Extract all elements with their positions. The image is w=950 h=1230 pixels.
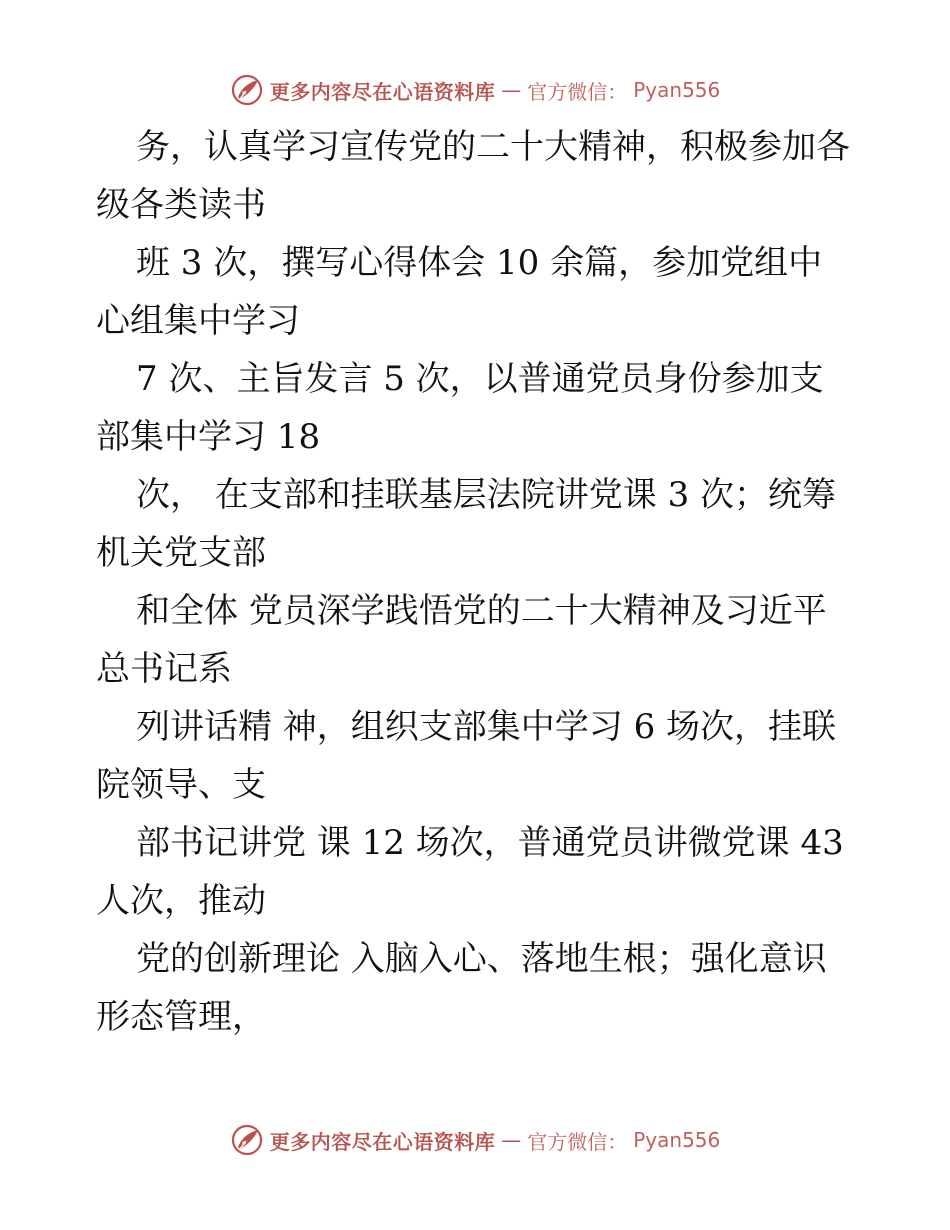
header-dash: —	[501, 78, 522, 102]
header-banner	[0, 70, 950, 110]
body-line-11: 列讲话精 神，组织支部集中学习 6 场次，挂联	[136, 707, 837, 747]
body-line-7: 次， 在支部和挂联基层法院讲党课 3 次；统筹	[136, 475, 837, 515]
body-line-1: 务，认真学习宣传党的二十大精神，积极参加各	[136, 127, 850, 167]
body-line-14: 人次，推动	[96, 881, 266, 921]
footer-wechat-id: Pyan556	[633, 1128, 721, 1152]
body-line-3: 班 3 次，撰写心得体会 10 余篇，参加党组中	[136, 243, 823, 283]
body-line-6: 部集中学习 18	[96, 417, 321, 457]
body-line-9: 和全体 党员深学践悟党的二十大精神及习近平	[136, 591, 827, 631]
footer-main-text: 更多内容尽在心语资料库	[269, 1129, 496, 1154]
header-wechat-id: Pyan556	[633, 78, 721, 102]
body-line-13: 部书记讲党 课 12 场次，普通党员讲微党课 43	[136, 823, 844, 863]
header-wechat-label: 官方微信：	[527, 79, 628, 104]
footer-banner	[0, 1120, 950, 1160]
footer-wechat-label: 官方微信：	[527, 1129, 628, 1154]
body-line-15: 党的创新理论 入脑入心、落地生根；强化意识	[136, 939, 827, 979]
body-line-2: 级各类读书	[96, 185, 266, 225]
body-line-10: 总书记系	[96, 649, 232, 689]
footer-dash: —	[501, 1128, 522, 1152]
pen-nib-logo-icon	[230, 1123, 264, 1157]
body-line-12: 院领导、支	[96, 765, 266, 805]
body-line-5: 7 次、主旨发言 5 次，以普通党员身份参加支	[136, 359, 824, 399]
body-line-4: 心组集中学习	[96, 301, 300, 341]
document-body	[96, 118, 866, 1046]
body-line-8: 机关党支部	[96, 533, 266, 573]
pen-nib-logo-icon	[230, 73, 264, 107]
body-line-16: 形态管理，	[96, 997, 266, 1037]
header-main-text: 更多内容尽在心语资料库	[269, 79, 496, 104]
